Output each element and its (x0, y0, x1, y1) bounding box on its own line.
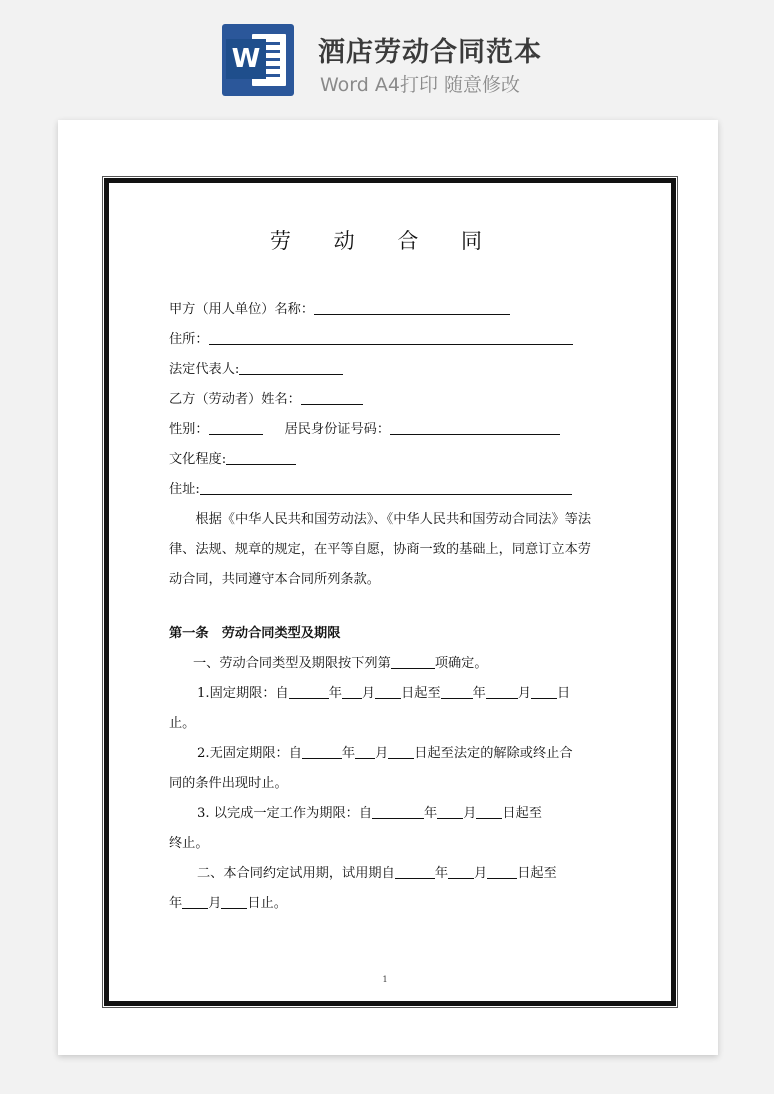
blank-line[interactable] (395, 862, 435, 879)
text: 年 (169, 896, 183, 911)
text: 年 (341, 746, 356, 761)
field-label: 甲方（用人单位）名称： (169, 302, 315, 317)
document-page (58, 120, 718, 1055)
article-1-item-1 (169, 649, 599, 679)
text: 3. 以完成一定工作为期限：自 (197, 806, 373, 821)
field-address-b (169, 475, 599, 505)
field-label: 居民身份证号码： (284, 422, 391, 437)
trial-period-line (169, 859, 599, 889)
page-number: 1 (382, 975, 388, 984)
blank-line[interactable] (372, 802, 424, 819)
blank-line[interactable] (314, 298, 510, 315)
text: 日起至 (401, 686, 441, 701)
text: 2.无固定期限：自 (197, 746, 302, 761)
blank-line[interactable] (476, 802, 502, 819)
blank-line[interactable] (531, 682, 557, 699)
page-title: 酒店劳动合同范本 (318, 37, 542, 68)
text: 月 (474, 866, 488, 881)
field-label: 性别： (169, 422, 209, 437)
field-education (169, 445, 599, 475)
field-gender-id (169, 415, 599, 445)
blank-line[interactable] (448, 862, 474, 879)
text: 年 (472, 686, 486, 701)
blank-line[interactable] (302, 742, 342, 759)
text: 二、本合同约定试用期，试用期自 (197, 866, 395, 881)
field-label: 住址: (169, 482, 200, 497)
article-1-heading: 第一条 劳动合同类型及期限 (169, 626, 341, 641)
trial-period-end (169, 889, 599, 919)
task-term-line (169, 799, 599, 829)
blank-line[interactable] (437, 802, 463, 819)
open-term-line (169, 739, 599, 769)
preamble-paragraph: 根据《中华人民共和国劳动法》、《中华人民共和国劳动合同法》等法律、法规、规章的规定，在平等自愿，协商一致的基础上，同意订立本劳动合同，共同遵守本合同所列条款。 (169, 512, 592, 587)
blank-line[interactable] (239, 358, 343, 375)
blank-line[interactable] (391, 652, 435, 669)
text: 日起至法定的解除或终止合 (414, 746, 573, 761)
text: 一、劳动合同类型及期限按下列第 (193, 656, 391, 671)
text: 月 (517, 686, 532, 701)
field-party-b-name (169, 385, 599, 415)
text: 月 (361, 686, 376, 701)
text: 月 (463, 806, 477, 821)
page-subtitle: Word A4打印 随意修改 (320, 74, 521, 96)
blank-line[interactable] (375, 682, 401, 699)
blank-line[interactable] (200, 478, 572, 495)
blank-line[interactable] (388, 742, 414, 759)
blank-line[interactable] (355, 742, 375, 759)
text: 日起至 (502, 806, 542, 821)
blank-line[interactable] (209, 418, 263, 435)
blank-line[interactable] (342, 682, 362, 699)
blank-line[interactable] (486, 682, 518, 699)
page-header (0, 0, 774, 110)
page-border-frame (104, 178, 676, 1006)
text: 月 (208, 896, 222, 911)
blank-line[interactable] (441, 682, 473, 699)
text: 年 (328, 686, 342, 701)
text: 日 (557, 686, 571, 701)
field-address-a (169, 325, 599, 355)
fixed-term-end: 止。 (169, 716, 196, 731)
fixed-term-line (169, 679, 599, 709)
task-term-end: 终止。 (169, 836, 209, 851)
field-party-a-name (169, 295, 599, 325)
field-label: 住所： (169, 332, 209, 347)
text: 日止。 (247, 896, 287, 911)
blank-line[interactable] (390, 418, 560, 435)
word-icon (222, 24, 294, 96)
text: 日起至 (517, 866, 557, 881)
field-label: 乙方（劳动者）姓名： (169, 392, 301, 407)
blank-line[interactable] (289, 682, 329, 699)
open-term-end: 同的条件出现时止。 (169, 776, 288, 791)
text: 1.固定期限：自 (197, 686, 289, 701)
blank-line[interactable] (301, 388, 363, 405)
field-label: 文化程度: (169, 452, 227, 467)
field-label: 法定代表人: (169, 362, 240, 377)
field-legal-rep (169, 355, 599, 385)
word-icon-letter: W (226, 39, 266, 79)
document-title: 劳 动 合 同 (269, 229, 501, 253)
blank-line[interactable] (209, 328, 573, 345)
text: 项确定。 (434, 656, 488, 671)
blank-line[interactable] (221, 892, 247, 909)
blank-line[interactable] (487, 862, 517, 879)
text: 年 (424, 806, 438, 821)
document-body (169, 295, 599, 919)
text: 月 (375, 746, 389, 761)
text: 年 (434, 866, 448, 881)
blank-line[interactable] (226, 448, 296, 465)
blank-line[interactable] (182, 892, 208, 909)
